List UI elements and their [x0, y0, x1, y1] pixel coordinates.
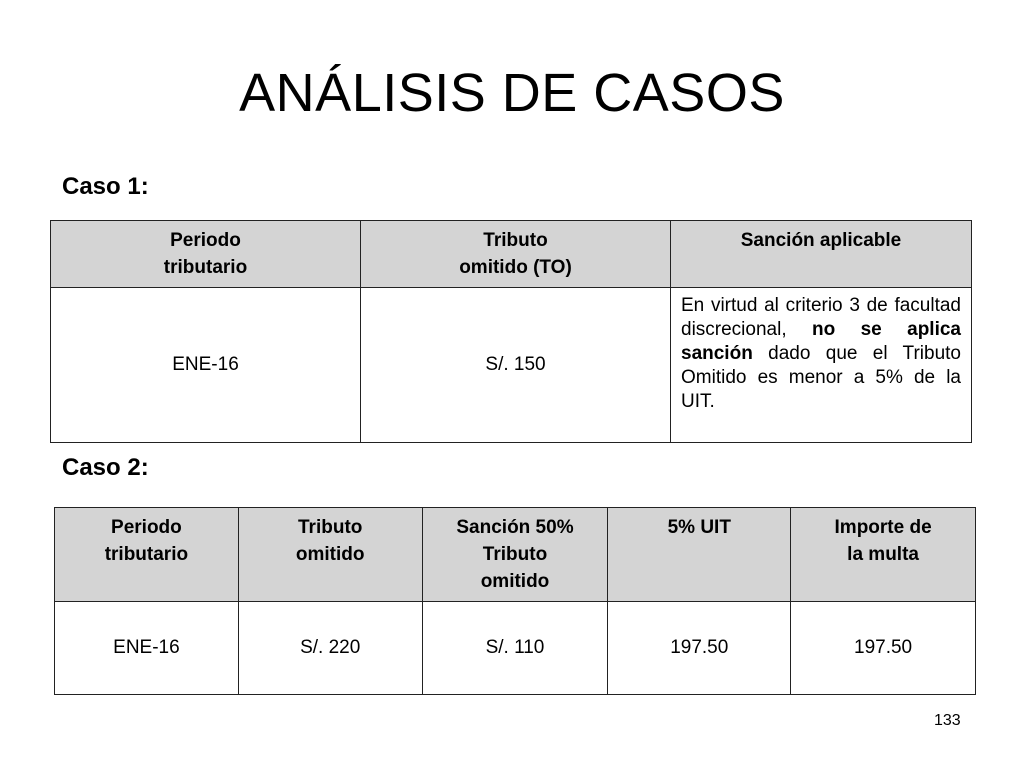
cell-tributo-omitido: S/. 220 — [238, 602, 422, 695]
table-header-row — [55, 508, 976, 602]
sancion-text-start: En virtud al criterio 3 de facultad discrecional, — [681, 295, 961, 340]
case-2-label: Caso 2: — [62, 454, 149, 481]
header-periodo-tributario: Periodo tributario — [55, 508, 239, 602]
case-1-label: Caso 1: — [62, 173, 149, 200]
table-header-row — [51, 221, 972, 288]
table-row — [51, 288, 972, 443]
header-importe-multa: Importe de la multa — [791, 508, 976, 602]
header-tributo-omitido: Tributo omitido (TO) — [361, 221, 671, 288]
header-sancion-aplicable: Sanción aplicable — [671, 221, 972, 288]
header-periodo-tributario: Periodo tributario — [51, 221, 361, 288]
cell-periodo: ENE-16 — [51, 288, 361, 443]
cell-periodo: ENE-16 — [55, 602, 239, 695]
cell-tributo-omitido: S/. 150 — [361, 288, 671, 443]
cell-sancion-aplicable — [671, 288, 972, 443]
case-2-table — [54, 507, 976, 695]
cell-5-uit: 197.50 — [608, 602, 791, 695]
header-5-uit: 5% UIT — [608, 508, 791, 602]
cell-importe-multa: 197.50 — [791, 602, 976, 695]
sancion-text-bold: no se aplica sanción — [681, 319, 961, 364]
sancion-text-end: dado que el Tributo Omitido es menor a 5% de la UIT. — [681, 343, 961, 412]
header-sancion-50: Sanción 50% Tributo omitido — [422, 508, 608, 602]
table-row — [55, 602, 976, 695]
header-tributo-omitido: Tributo omitido — [238, 508, 422, 602]
cell-sancion-50: S/. 110 — [422, 602, 608, 695]
slide-title: ANÁLISIS DE CASOS — [239, 63, 785, 123]
page-number: 133 — [934, 712, 961, 729]
case-1-table — [50, 220, 972, 443]
